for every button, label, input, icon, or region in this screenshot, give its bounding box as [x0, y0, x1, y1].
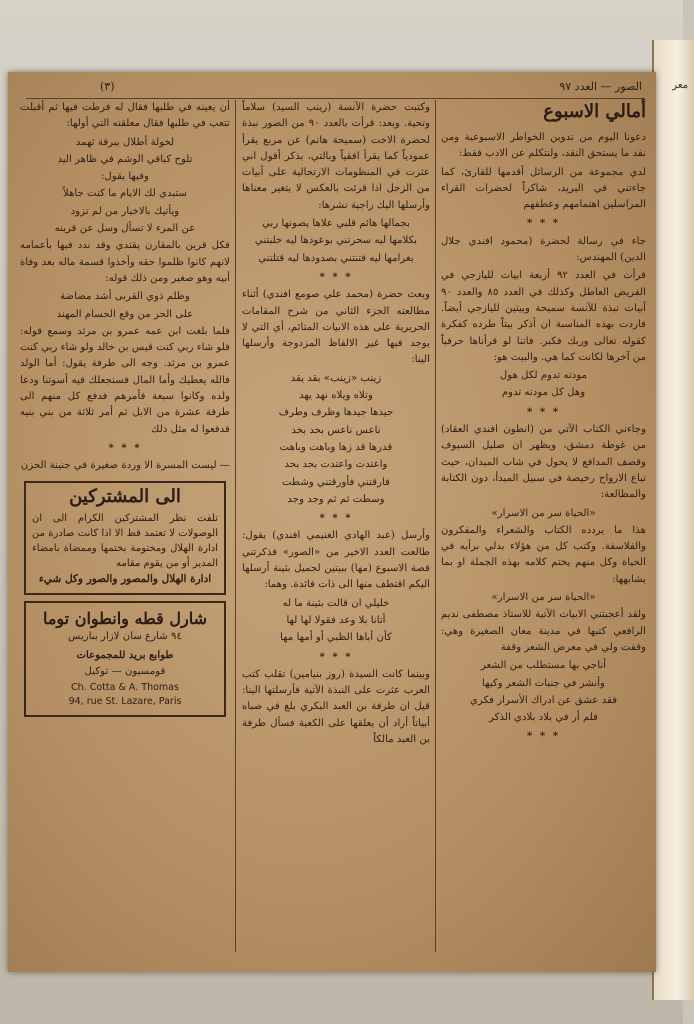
- column-middle: [242, 100, 430, 750]
- column-left: [20, 100, 230, 723]
- magazine-page: [8, 72, 656, 972]
- verse-line: بغرامها ليه فتنتني بصدودها ليه قتلتني: [258, 252, 414, 264]
- paragraph: وبينما كانت السيدة (روز بنيامين) تقلب كتب العرب عثرت على النبذة الآتية فأرسلتها الينا: قيل ان طرفة بن العبد البكري بلغ في صباه أبياتاً أراد أن يعلقها على الكعبة فسأل طرفة بن العبد مالكاً: [242, 668, 430, 745]
- verse-line: وهل كل مودته تدوم: [501, 387, 586, 399]
- paragraph: وجاءني الكتاب الآتي من (انطون افندي العقاد) من غوطة دمشق، ويظهر ان صليل السيوف وقصف المدافع لا يحول في شاب الميدان، حيث تباع الارواح رخيصة في سبيل المبدأ، دون الكتابة والمطالعة:: [441, 424, 646, 501]
- verse-line: خليلي ان قالت بثينة ما له: [282, 597, 390, 609]
- verse-line: أناجي بها مستطلب من الشعر: [480, 660, 607, 672]
- paragraph: وكتبت حضرة الآنسة (زينب السيد) سلاماً وتحية. وبعد: قرأت بالعدد ٩٠ من الصور نبذة لحضرة الاخت (سميحة هانم) عن مربع يقرأ عمودياً كما يقرأ افقياً وبالتي، بذكر أقول اني عثرت في المنظومات الارتجالية على أبيات من الزجل اذا قرئت بالعكس لا يتغير معناها وأرسلها اليك راجية نشرها:: [242, 102, 430, 211]
- paragraph: قرأت في العدد ٩٢ أربعة ابيات لليازجي في الفريض العاطل وكذلك في العدد ٨٥ والعدد ٩٠ أبيات نبذة للآنسة سميحة وبيتين لليازجي أيضاً. فاردت بهذه المناسبة ان أذكر بيتاً طرده كفكرة كقوله تعالى وربك فكبر. فاتنا لو قرأناها حرفياً من آخرها لكانت كما هي. والبيت هو:: [441, 270, 646, 363]
- paragraph: أن يعينه في طلبها فقال له فرطت فيها ثم أقبلت تتعب في طلبها فقال معلقته التي أولها:: [20, 102, 230, 130]
- verse-line: وظلم ذوي القربى أشد مضاضة: [60, 291, 190, 303]
- separator: * * *: [526, 405, 561, 418]
- verse-line: بكلامها ليه سحرتني بوعودها ليه خلبتني: [254, 235, 418, 247]
- verse-line: وسطت ثم ثم وجد وجد: [287, 493, 385, 505]
- paragraph: جاء في رسالة لحضرة (محمود افندي جلال الدين) المهندس:: [441, 235, 646, 264]
- ad-title: شارل قطه وانطوان توما: [42, 609, 208, 629]
- ad-latin-name: Ch. Cotta & A. Thomas: [71, 682, 179, 694]
- quote-line: «الحياة سر من الاسرار»: [491, 592, 596, 604]
- column-rule: [435, 100, 436, 952]
- verse-line: وفيها يقول:: [101, 171, 149, 183]
- verse-line: وأنشر في جنبات الشعر وكيها: [482, 677, 605, 689]
- subscribers-notice-box: [24, 481, 226, 596]
- paragraph: لدي مجموعة من الرسائل أقدمها للقارئ، كما جاءتني في البريد، شاكراً لحضرات القراء المراسلين اهتمامهم وعطفهم: [441, 166, 646, 211]
- notice-signature: ادارة الهلال والمصور والصور وكل شيء: [38, 572, 212, 585]
- header-rule: [26, 98, 644, 99]
- adjacent-page-text: معر: [672, 80, 688, 91]
- verse-line: على الحر من وقع الحسام المهند: [56, 308, 194, 320]
- verse-line: قدرها قد زها وباهت وباهت: [279, 441, 393, 453]
- verse-line: واعتدت واعتدت بحد بحد: [284, 459, 388, 471]
- separator: * * *: [526, 217, 561, 230]
- verse-line: كأن أباها الظبي أو أمها مها: [280, 632, 392, 644]
- bookshop-advertisement: [24, 601, 226, 717]
- separator: * * *: [108, 441, 142, 454]
- verse-line: جيدها جيدها وظرف وطرف: [278, 407, 394, 419]
- separator: * * *: [319, 270, 353, 283]
- separator: * * *: [526, 730, 561, 743]
- quote-line: «الحياة سر من الاسرار»: [491, 507, 596, 519]
- page-number: (٣): [100, 80, 115, 93]
- paragraph: ولقد أعجبتني الابيات الآتية للاستاذ مصطفى نديم الرافعي كتبها في مدينة معان الصغيرة وهي: وقفت ولي في معرض الشعر وقفة: [441, 609, 646, 653]
- column-rule: [235, 100, 236, 952]
- notice-title: الى المشتركين: [69, 485, 181, 507]
- verse-line: ويأتيك بالاخبار من لم تزود: [70, 205, 180, 217]
- adjacent-page-edge: [652, 40, 694, 1000]
- paragraph: دعونا اليوم من تدوين الخواطر الاسبوعية ومن نقد ما يستحق النقد، ولنتكلم عن الادب فقط:: [441, 132, 646, 160]
- verse-line: تلوح كباقي الوشم في ظاهر اليد: [57, 153, 193, 165]
- verse-line: عن المرء لا تسأل وسل عن قرينه: [54, 223, 196, 235]
- verse-line: وتلاه ويلاه نهد يهد: [299, 390, 373, 402]
- verse-line: لخولة أطلال ببرقة ثهمد: [75, 136, 175, 148]
- verse-line: فقد عشق عن ادراك الأسرار فكري: [469, 694, 618, 706]
- issue-header: الصور — العدد ٩٧: [559, 80, 642, 93]
- ad-products: طوابع بريد للمجموعات: [76, 648, 174, 661]
- separator: * * *: [319, 512, 353, 525]
- paragraph: — ليست المسرة الا وردة صغيرة في جنينة الحزن: [20, 460, 230, 472]
- verse-line: مودته تدوم لكل هول: [499, 370, 588, 382]
- verse-line: بجمالها هائم قلبي علاها يصونها ربي: [262, 218, 410, 230]
- paragraph: وأرسل (عبد الهادي الغنيمي افندي) يقول: طالعت العدد الاخير من «الصور» فذكرتني قصة الاسبوع (مها) ببيتين لجميل بثينة أرسلها اليكم اقتطف منها الى ذات فائدة. وهما:: [242, 530, 430, 591]
- paragraph: وبعث حضرة (محمد علي صومع افندي) أثناء مطالعته الجزء الثاني من شرح المقامات الحريرية على هذه الابيات المتائم، أي التي لا يوجد فيها غير الالفاظ المزدوجة وأرسلها الينا:: [242, 289, 430, 366]
- verse-line: ناعس ناعس بخد بخد: [291, 424, 381, 436]
- ad-latin-address: 94, rue St. Lazare, Paris: [68, 696, 182, 708]
- ad-trade: قومسيون — توكيل: [84, 666, 166, 678]
- verse-line: فلم أر في بلاد بلادي الذكر: [489, 712, 598, 724]
- verse-line: فارقتني فأورقتني وشطت: [281, 476, 391, 488]
- column-right: [441, 100, 646, 747]
- separator: * * *: [319, 650, 353, 663]
- ad-address: ٩٤ شارع سان لازار بباريس: [68, 631, 182, 643]
- verse-line: ستبدي لك الايام ما كنت جاهلاً: [62, 188, 188, 200]
- paragraph: فلما بلغت ابن عمه عمرو بن مرثد وسمع قوله: فلو شاء ربي كنت قيس بن خالد ولو شاء ربي كنت عمرو بن مرثد. وجه الى طرفة يقول: أما الولد فالله يعطيك وأما المال فسنجعلك فيه أسوتنا ودعا ولده وكانوا سبعة فأمرهم فدفع كل منهم الى طرفة عشرة من الابل ثم أمر ثلاثة من بني بنيه فدفعوا له مثل ذلك: [20, 325, 230, 435]
- section-headline: أمالي الاسبوع: [543, 101, 646, 122]
- paragraph: فكل قرين بالمقارن يقتدي وقد ندد فيها بأعمامه لانهم كانوا ظلموا حقه وأخذوا قسمة ماله بعد وفاة أبيه وهو صغير ومن ذلك قوله:: [20, 240, 230, 284]
- verse-line: زينب «زينب» بقد يقد: [290, 372, 382, 384]
- verse-line: أتانا بلا وعد فقولا لها لها: [286, 614, 386, 626]
- notice-body: تلفت نظر المشتركين الكرام الى ان الوصولات لا تعتمد قط الا اذا كانت صادرة من ادارة الهلال ومختومة بختمها وممضاة بامضاء المدير أو من يقوم مقامه: [32, 512, 218, 569]
- paragraph: هذا ما يردده الكتاب والشعراء والمفكرون والفلاسفة. وكتب كل من هؤلاء بدلي برأيه في الحياة وكل منهم يختم كلامه بهذه الجملة او بما يشابهها:: [441, 524, 646, 585]
